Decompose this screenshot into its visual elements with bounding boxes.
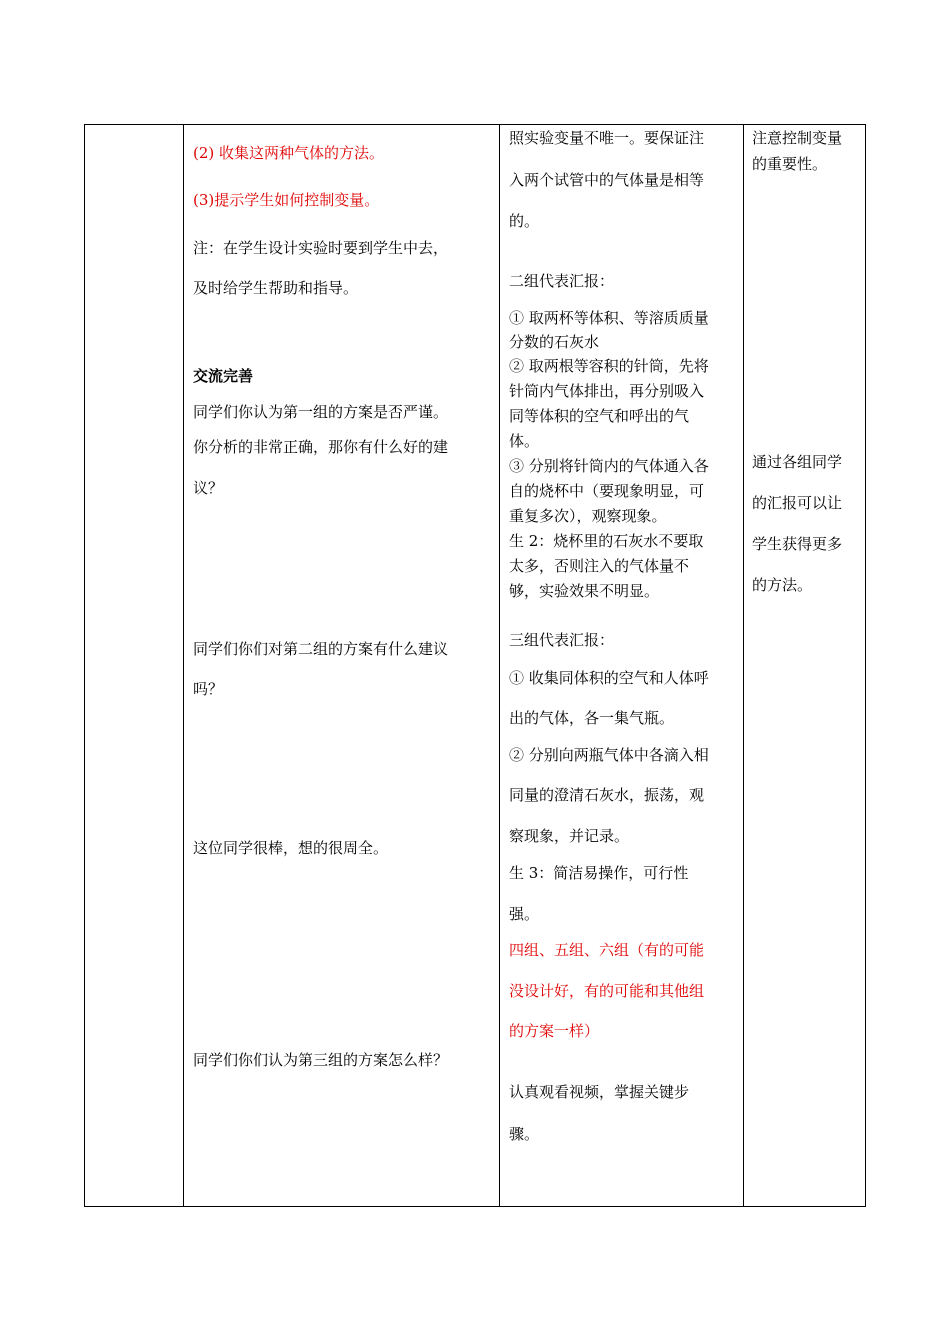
student-comment: 强。 bbox=[509, 905, 540, 923]
report-step: 重复多次），观察现象。 bbox=[509, 507, 667, 525]
report-step: ② 分别向两瓶气体中各滴入相 bbox=[509, 746, 709, 764]
answer-text: 的。 bbox=[509, 212, 540, 230]
question-text: 议？ bbox=[193, 479, 224, 497]
student-activity-cell bbox=[499, 125, 743, 1206]
intent-text: 的重要性。 bbox=[752, 155, 828, 173]
method-prompt: (2) 收集这两种气体的方法。 bbox=[193, 144, 385, 162]
report-step: 出的气体，各一集气瓶。 bbox=[509, 709, 675, 727]
question-text: 同学们你们认为第三组的方案怎么样？ bbox=[193, 1051, 449, 1069]
report-step: 同等体积的空气和呼出的气 bbox=[509, 407, 690, 425]
report-step: 体。 bbox=[509, 432, 540, 450]
teacher-note: 注：在学生设计实验时要到学生中去， bbox=[193, 239, 449, 257]
question-text: 你分析的非常正确，那你有什么好的建 bbox=[193, 438, 449, 456]
lesson-table bbox=[84, 124, 866, 1207]
video-instruction: 骤。 bbox=[509, 1125, 540, 1143]
other-groups-note: 四组、五组、六组（有的可能 bbox=[509, 941, 705, 959]
answer-text: 照实验变量不唯一。要保证注 bbox=[509, 129, 705, 147]
group-report-title: 二组代表汇报： bbox=[509, 272, 615, 290]
question-text: 同学们你认为第一组的方案是否严谨。 bbox=[193, 403, 449, 421]
intent-text: 注意控制变量 bbox=[752, 129, 843, 147]
design-intent-cell bbox=[743, 125, 866, 1206]
other-groups-note: 没设计好，有的可能和其他组 bbox=[509, 982, 705, 1000]
report-step: ① 取两杯等体积、等溶质质量 bbox=[509, 309, 709, 327]
student-comment: 太多，否则注入的气体量不 bbox=[509, 557, 690, 575]
question-text: 吗？ bbox=[193, 680, 224, 698]
group-report-title: 三组代表汇报： bbox=[509, 631, 615, 649]
answer-text: 入两个试管中的气体量是相等 bbox=[509, 171, 705, 189]
intent-text: 的方法。 bbox=[752, 576, 813, 594]
teacher-activity-cell bbox=[183, 125, 499, 1206]
report-step: ② 取两根等容积的针筒，先将 bbox=[509, 357, 709, 375]
other-groups-note: 的方案一样） bbox=[509, 1022, 600, 1040]
intent-text: 的汇报可以让 bbox=[752, 494, 843, 512]
student-comment: 生 2：烧杯里的石灰水不要取 bbox=[509, 532, 704, 550]
report-step: 针筒内气体排出，再分别吸入 bbox=[509, 382, 705, 400]
report-step: 察现象，并记录。 bbox=[509, 827, 630, 845]
report-step: ③ 分别将针筒内的气体通入各 bbox=[509, 457, 709, 475]
section-title: 交流完善 bbox=[193, 367, 254, 385]
report-step: 自的烧杯中（要现象明显，可 bbox=[509, 482, 705, 500]
variable-control-prompt: (3)提示学生如何控制变量。 bbox=[193, 191, 380, 209]
student-comment: 生 3：简洁易操作，可行性 bbox=[509, 864, 689, 882]
teacher-note: 及时给学生帮助和指导。 bbox=[193, 279, 359, 297]
praise-text: 这位同学很棒，想的很周全。 bbox=[193, 839, 389, 857]
stage-cell bbox=[85, 125, 183, 1206]
report-step: ① 收集同体积的空气和人体呼 bbox=[509, 669, 709, 687]
video-instruction: 认真观看视频，掌握关键步 bbox=[509, 1083, 690, 1101]
intent-text: 学生获得更多 bbox=[752, 535, 843, 553]
student-comment: 够，实验效果不明显。 bbox=[509, 582, 660, 600]
report-step: 同量的澄清石灰水，振荡，观 bbox=[509, 786, 705, 804]
question-text: 同学们你们对第二组的方案有什么建议 bbox=[193, 640, 449, 658]
intent-text: 通过各组同学 bbox=[752, 453, 843, 471]
report-step: 分数的石灰水 bbox=[509, 333, 600, 351]
